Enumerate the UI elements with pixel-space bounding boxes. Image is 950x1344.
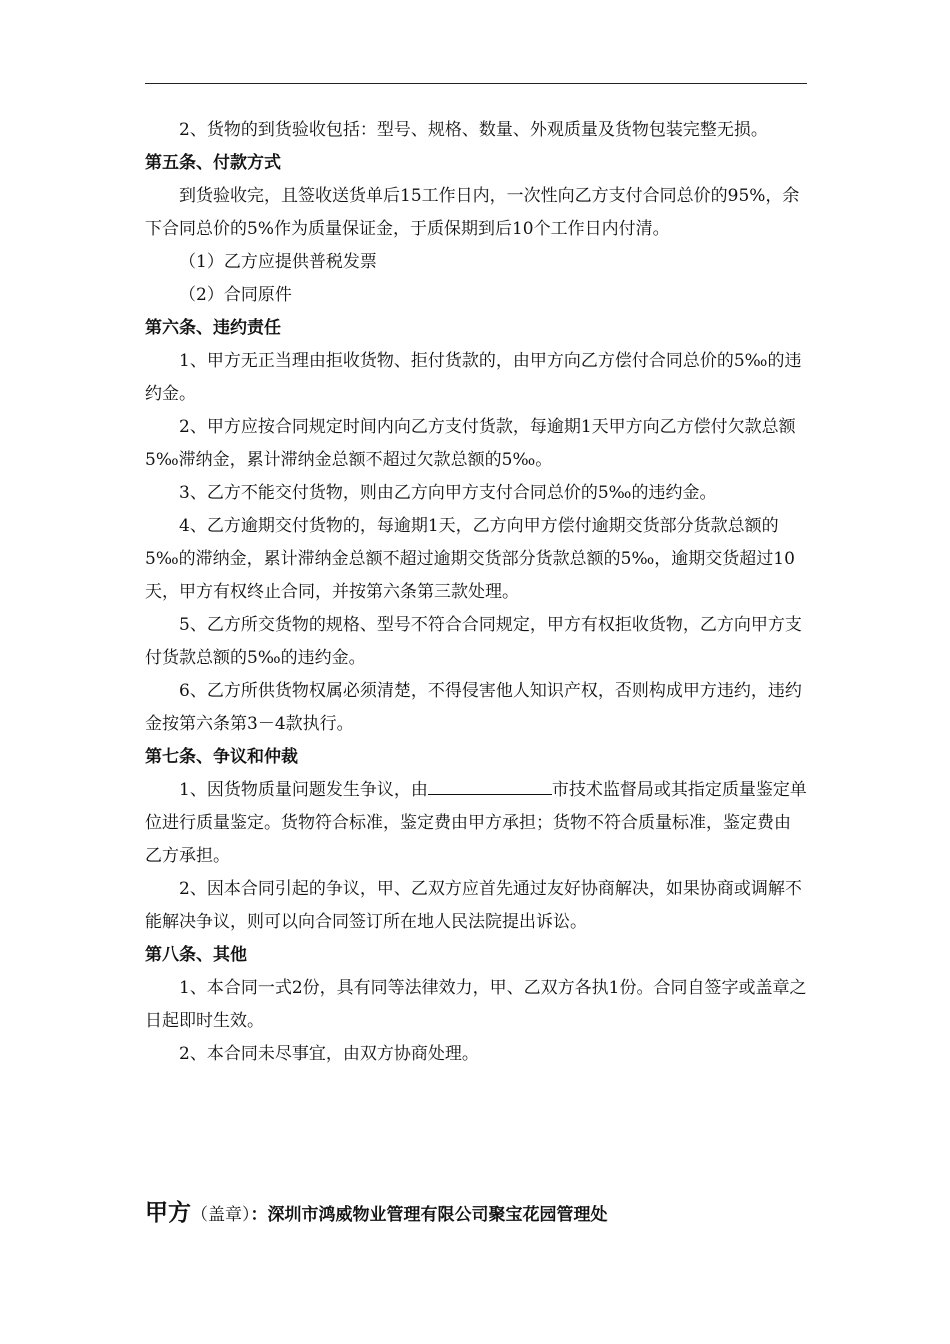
seal-note: （盖章） (191, 1205, 251, 1225)
article6-item5: 5、乙方所交货物的规格、型号不符合合同规定，甲方有权拒收货物，乙方向甲方支付货款总额的5‰的违约金。 (145, 615, 802, 668)
article7-item1-rest: 市技术监督局或其指定质量鉴定单位进行质量鉴定。货物符合标准，鉴定费由甲方承担；货物不符合质量标准，鉴定费由乙方承担。 (145, 780, 807, 866)
article7-item2: 2、因本合同引起的争议，甲、乙双方应首先通过友好协商解决，如果协商或调解不能解决争议，则可以向合同签订所在地人民法院提出诉讼。 (145, 879, 802, 932)
article6-heading: 第六条、违约责任 (145, 318, 281, 338)
signature-colon: ： (250, 1205, 268, 1225)
party-a-label: 甲方 (145, 1200, 191, 1226)
article6-item2: 2、甲方应按合同规定时间内向乙方支付货款，每逾期1天甲方向乙方偿付欠款总额5‰滞纳金，累计滞纳金总额不超过欠款总额的5‰。 (145, 417, 796, 470)
article6-item3: 3、乙方不能交付货物，则由乙方向甲方支付合同总价的5‰的违约金。 (179, 483, 717, 503)
article8-item1: 1、本合同一式2份，具有同等法律效力，甲、乙双方各执1份。合同自签字或盖章之日起即时生效。 (145, 978, 807, 1031)
article7-heading: 第七条、争议和仲裁 (145, 747, 298, 767)
article5-item2: （2）合同原件 (179, 285, 292, 305)
header-rule (145, 83, 807, 84)
article5-body: 到货验收完，且签收送货单后15工作日内，一次性向乙方支付合同总价的95%，余下合同总价的5%作为质量保证金，于质保期到后10个工作日内付清。 (145, 186, 800, 239)
party-a-name: 深圳市鸿威物业管理有限公司聚宝花园管理处 (267, 1205, 608, 1225)
article5-item1: （1）乙方应提供普税发票 (179, 252, 377, 272)
article4-item2: 2、货物的到货验收包括：型号、规格、数量、外观质量及货物包装完整无损。 (179, 120, 768, 140)
article8-heading: 第八条、其他 (145, 945, 247, 965)
article7-item1-lead: 1、因货物质量问题发生争议，由 (179, 780, 428, 800)
article5-heading: 第五条、付款方式 (145, 153, 281, 173)
article7-item1 (145, 774, 807, 873)
party-a-signature (145, 1194, 845, 1227)
article6-item6: 6、乙方所供货物权属必须清楚，不得侵害他人知识产权，否则构成甲方违约，违约金按第六条第3－4款执行。 (145, 681, 802, 734)
article6-item1: 1、甲方无正当理由拒收货物、拒付货款的，由甲方向乙方偿付合同总价的5‰的违约金。 (145, 351, 802, 404)
article8-item2: 2、本合同未尽事宜，由双方协商处理。 (179, 1044, 479, 1064)
article6-item4: 4、乙方逾期交付货物的，每逾期1天，乙方向甲方偿付逾期交货部分货款总额的5‰的滞纳金，累计滞纳金总额不超过逾期交货部分货款总额的5‰，逾期交货超过10天，甲方有权终止合同，并按第六条第三款处理。 (145, 516, 795, 602)
fill-in-blank (428, 776, 552, 795)
contract-body (145, 114, 807, 1071)
